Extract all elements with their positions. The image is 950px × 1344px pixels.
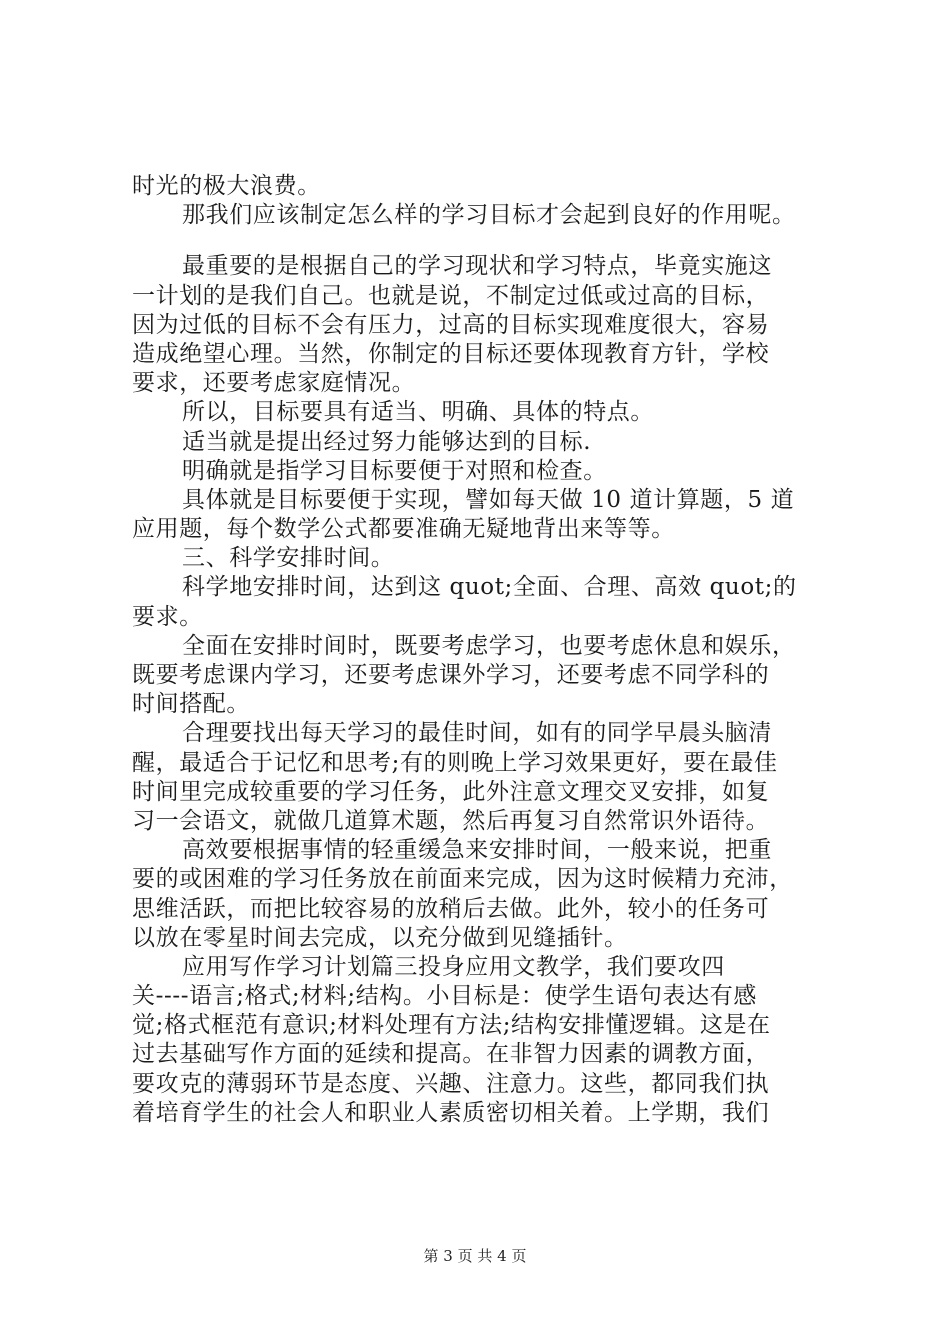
text-line: 高效要根据事情的轻重缓急来安排时间，一般来说，把重	[182, 837, 772, 864]
text-line: 最重要的是根据自己的学习现状和学习特点，毕竟实施这	[182, 253, 772, 280]
text-line: 造成绝望心理。当然，你制定的目标还要体现教育方针，学校	[132, 340, 770, 367]
text-line: 醒，最适合于记忆和思考;有的则晚上学习效果更好，要在最佳	[132, 749, 778, 776]
text-line: 适当就是提出经过努力能够达到的目标.	[182, 428, 592, 455]
text-line: 习一会语文，就做几道算术题，然后再复习自然常识外语待。	[132, 807, 770, 834]
paragraph-gap	[132, 230, 832, 252]
text-line: 合理要找出每天学习的最佳时间，如有的同学早晨头脑清	[182, 720, 772, 747]
page-number-footer: 第 3 页 共 4 页	[423, 1247, 527, 1265]
text-line: 关----语言;格式;材料;结构。小目标是：使学生语句表达有感	[132, 983, 757, 1010]
section-heading: 三、科学安排时间。	[182, 545, 395, 572]
text-line: 以放在零星时间去完成，以充分做到见缝插针。	[132, 924, 628, 951]
text-line: 思维活跃，而把比较容易的放稍后去做。此外，较小的任务可	[132, 895, 770, 922]
text-line: 着培育学生的社会人和职业人素质密切相关着。上学期，我们	[132, 1099, 770, 1126]
text-line: 那我们应该制定怎么样的学习目标才会起到良好的作用呢。	[182, 202, 796, 229]
text-line: 既要考虑课内学习，还要考虑课外学习，还要考虑不同学科的	[132, 662, 770, 688]
text-line: 要攻克的薄弱环节是态度、兴趣、注意力。这些，都同我们执	[132, 1070, 770, 1097]
text-line: 一计划的是我们自己。也就是说，不制定过低或过高的目标，	[132, 282, 770, 309]
text-line: 全面在安排时间时，既要考虑学习，也要考虑休息和娱乐，	[182, 632, 796, 659]
text-line: 科学地安排时间，达到这 quot;全面、合理、高效 quot;的	[182, 574, 797, 601]
document-body	[132, 172, 832, 1128]
text-line: 因为过低的目标不会有压力，过高的目标实现难度很大，容易	[132, 311, 770, 338]
text-line: 要的或困难的学习任务放在前面来完成，因为这时候精力充沛，	[132, 866, 793, 893]
text-line: 所以，目标要具有适当、明确、具体的特点。	[182, 399, 654, 426]
text-line: 明确就是指学习目标要便于对照和检查。	[182, 457, 607, 484]
text-line: 要求，还要考虑家庭情况。	[132, 370, 416, 397]
text-line: 过去基础写作方面的延续和提高。在非智力因素的调教方面，	[132, 1041, 770, 1068]
text-line: 具体就是目标要便于实现，譬如每天做 10 道计算题，5 道	[182, 486, 795, 513]
text-line: 时间搭配。	[132, 691, 250, 718]
text-line: 要求。	[132, 603, 203, 630]
text-line: 觉;格式框范有意识;材料处理有方法;结构安排懂逻辑。这是在	[132, 1012, 771, 1039]
text-line: 时间里完成较重要的学习任务，此外注意文理交叉安排，如复	[132, 778, 770, 805]
text-line: 时光的极大浪费。	[132, 173, 321, 199]
text-line: 应用写作学习计划篇三投身应用文教学，我们要攻四	[182, 953, 725, 980]
text-line: 应用题，每个数学公式都要准确无疑地背出来等等。	[132, 516, 675, 543]
